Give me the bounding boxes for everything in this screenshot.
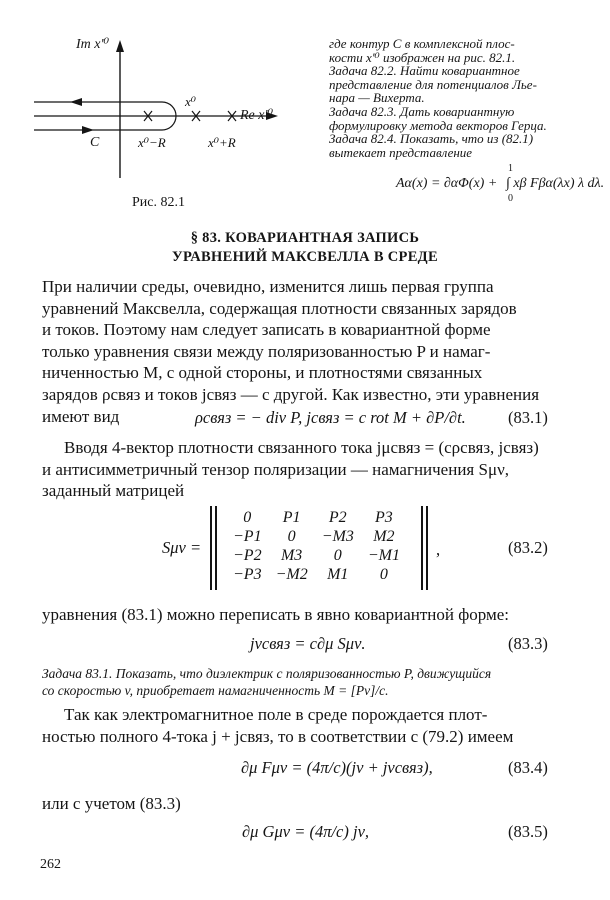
matrix-cell: −P1 (233, 527, 262, 545)
paragraph-3: уравнения (83.1) можно переписать в явно ковариантной форме: (42, 605, 510, 624)
paragraph-2 (42, 437, 539, 502)
right-line: представление для потенциалов Лье- (329, 76, 537, 92)
right-line: Задача 82.3. Дать ковариантную (329, 103, 515, 119)
matrix-cell: 0 (287, 527, 296, 545)
matrix-cell: M2 (373, 527, 395, 545)
paragraph-line: Вводя 4-вектор плотности связанного тока jμсвяз = (cρсвяз, jсвяз) (64, 438, 539, 457)
matrix-cell: M3 (280, 546, 303, 564)
right-line: Задача 82.4. Показать, что из (82.1) (329, 131, 534, 147)
matrix-table (226, 508, 407, 584)
contour-label: C (90, 135, 100, 150)
paragraph-line: ниченностью M, с одной стороны, и плотностями связанных (42, 363, 483, 383)
matrix-cell: M1 (327, 565, 349, 583)
integral-upper-limit: 1 (508, 163, 513, 174)
paragraph-line: Так как электромагнитное поле в среде порождается плот- (64, 705, 488, 724)
equation-number-83-3: (83.3) (508, 634, 548, 653)
problem-line: Задача 83.1. Показать, что диэлектрик с поляризованностью P, движущийся (42, 666, 492, 681)
imaginary-axis-arrow (116, 40, 124, 52)
equation-number-83-4: (83.4) (508, 758, 548, 777)
matrix-trailing-comma: , (436, 540, 441, 559)
right-line: где контур C в комплексной плос- (329, 36, 515, 51)
integral-formula-right: ∫ xβ Fβα(λx) λ dλ. (506, 176, 605, 191)
imaginary-axis-label: Im x'⁰ (76, 37, 110, 52)
matrix-cell: P1 (282, 508, 301, 526)
equation-83-5: ∂μ Gμν = (4π/c) jν, (242, 822, 370, 841)
matrix-row (226, 508, 407, 527)
paragraph-line: При наличии среды, очевидно, изменится лишь первая группа (42, 277, 494, 296)
section-heading-line1: § 83. КОВАРИАНТНАЯ ЗАПИСЬ (190, 230, 420, 246)
paragraph-line: зарядов ρсвяз и токов jсвяз — с другой. Как известно, эти уравнения (42, 384, 540, 404)
paragraph-line: уравнений Максвелла, содержащая плотности связанных зарядов (42, 298, 517, 318)
matrix-cell: 0 (243, 508, 252, 526)
integral-lower-limit: 0 (508, 193, 513, 204)
matrix-cell: −M3 (321, 527, 354, 545)
matrix-cell: −P2 (233, 546, 262, 564)
plus-label: x⁰+R (208, 135, 236, 150)
matrix-left-bar (210, 506, 217, 590)
paragraph-line: заданный матрицей (42, 481, 185, 501)
matrix-row (226, 527, 407, 546)
matrix-cell: 0 (333, 546, 342, 564)
right-line: формулировку метода векторов Герца. (329, 117, 547, 133)
figure-caption: Рис. 82.1 (132, 195, 185, 210)
paragraph-line: ностью полного 4-тока j + jсвяз, то в соответствии с (79.2) имеем (42, 726, 514, 746)
real-axis-label: Re x'⁰ (240, 108, 274, 123)
matrix-cell: 0 (379, 565, 388, 583)
equation-83-3: jνсвяз = c∂μ Sμν. (250, 634, 366, 653)
paragraph-line: имеют вид (42, 406, 120, 426)
problem-line: со скоростью v, приобретает намагниченность M = [Pv]/c. (42, 683, 389, 698)
section-heading (0, 229, 610, 267)
problem-83-1 (42, 665, 491, 699)
equation-83-4: ∂μ Fμν = (4π/c)(jν + jνсвяз), (241, 758, 433, 777)
paragraph-line: только уравнения связи между поляризованностью P и намаг- (42, 341, 491, 361)
point-label: x⁰ (185, 94, 196, 109)
contour-lower-arrow (82, 126, 94, 134)
right-line: нара — Вихерта. (329, 90, 425, 106)
equation-number-83-5: (83.5) (508, 822, 548, 841)
minus-label: x⁰−R (138, 135, 166, 150)
equation-number-83-1: (83.1) (508, 408, 548, 427)
right-line: кости x'⁰ изображен на рис. 82.1. (329, 49, 516, 65)
matrix-cell: P2 (328, 508, 347, 526)
matrix-cell: −M1 (367, 546, 400, 564)
matrix-row (226, 546, 407, 565)
right-line: вытекает представление (329, 144, 473, 160)
right-column (329, 37, 547, 159)
contour-figure (0, 0, 330, 210)
section-heading-line2: УРАВНЕНИЙ МАКСВЕЛЛА В СРЕДЕ (172, 249, 438, 265)
contour-upper-arrow (70, 98, 82, 106)
equation-83-1: ρсвяз = − div P, jсвяз = c rot M + ∂P/∂t. (195, 408, 466, 427)
right-line: Задача 82.2. Найти ковариантное (329, 63, 520, 79)
matrix-cell: P3 (375, 508, 393, 526)
equation-number-83-2: (83.2) (508, 538, 548, 557)
paragraph-line: и антисимметричный тензор поляризации — намагничения Sμν, (42, 459, 510, 479)
matrix-lhs: Sμν = (162, 538, 202, 557)
matrix-row (226, 565, 407, 584)
paragraph-5: или с учетом (83.3) (42, 794, 181, 813)
paragraph-1 (42, 276, 539, 427)
matrix-cell: −P3 (233, 565, 262, 583)
paragraph-4 (42, 704, 513, 747)
matrix-right-bar (421, 506, 428, 590)
page-number: 262 (40, 857, 61, 872)
integral-formula-left: Aα(x) = ∂αΦ(x) + (396, 176, 498, 191)
paragraph-line: и токов. Поэтому нам следует записать в ковариантной форме (42, 320, 491, 340)
matrix-cell: −M2 (275, 565, 308, 583)
